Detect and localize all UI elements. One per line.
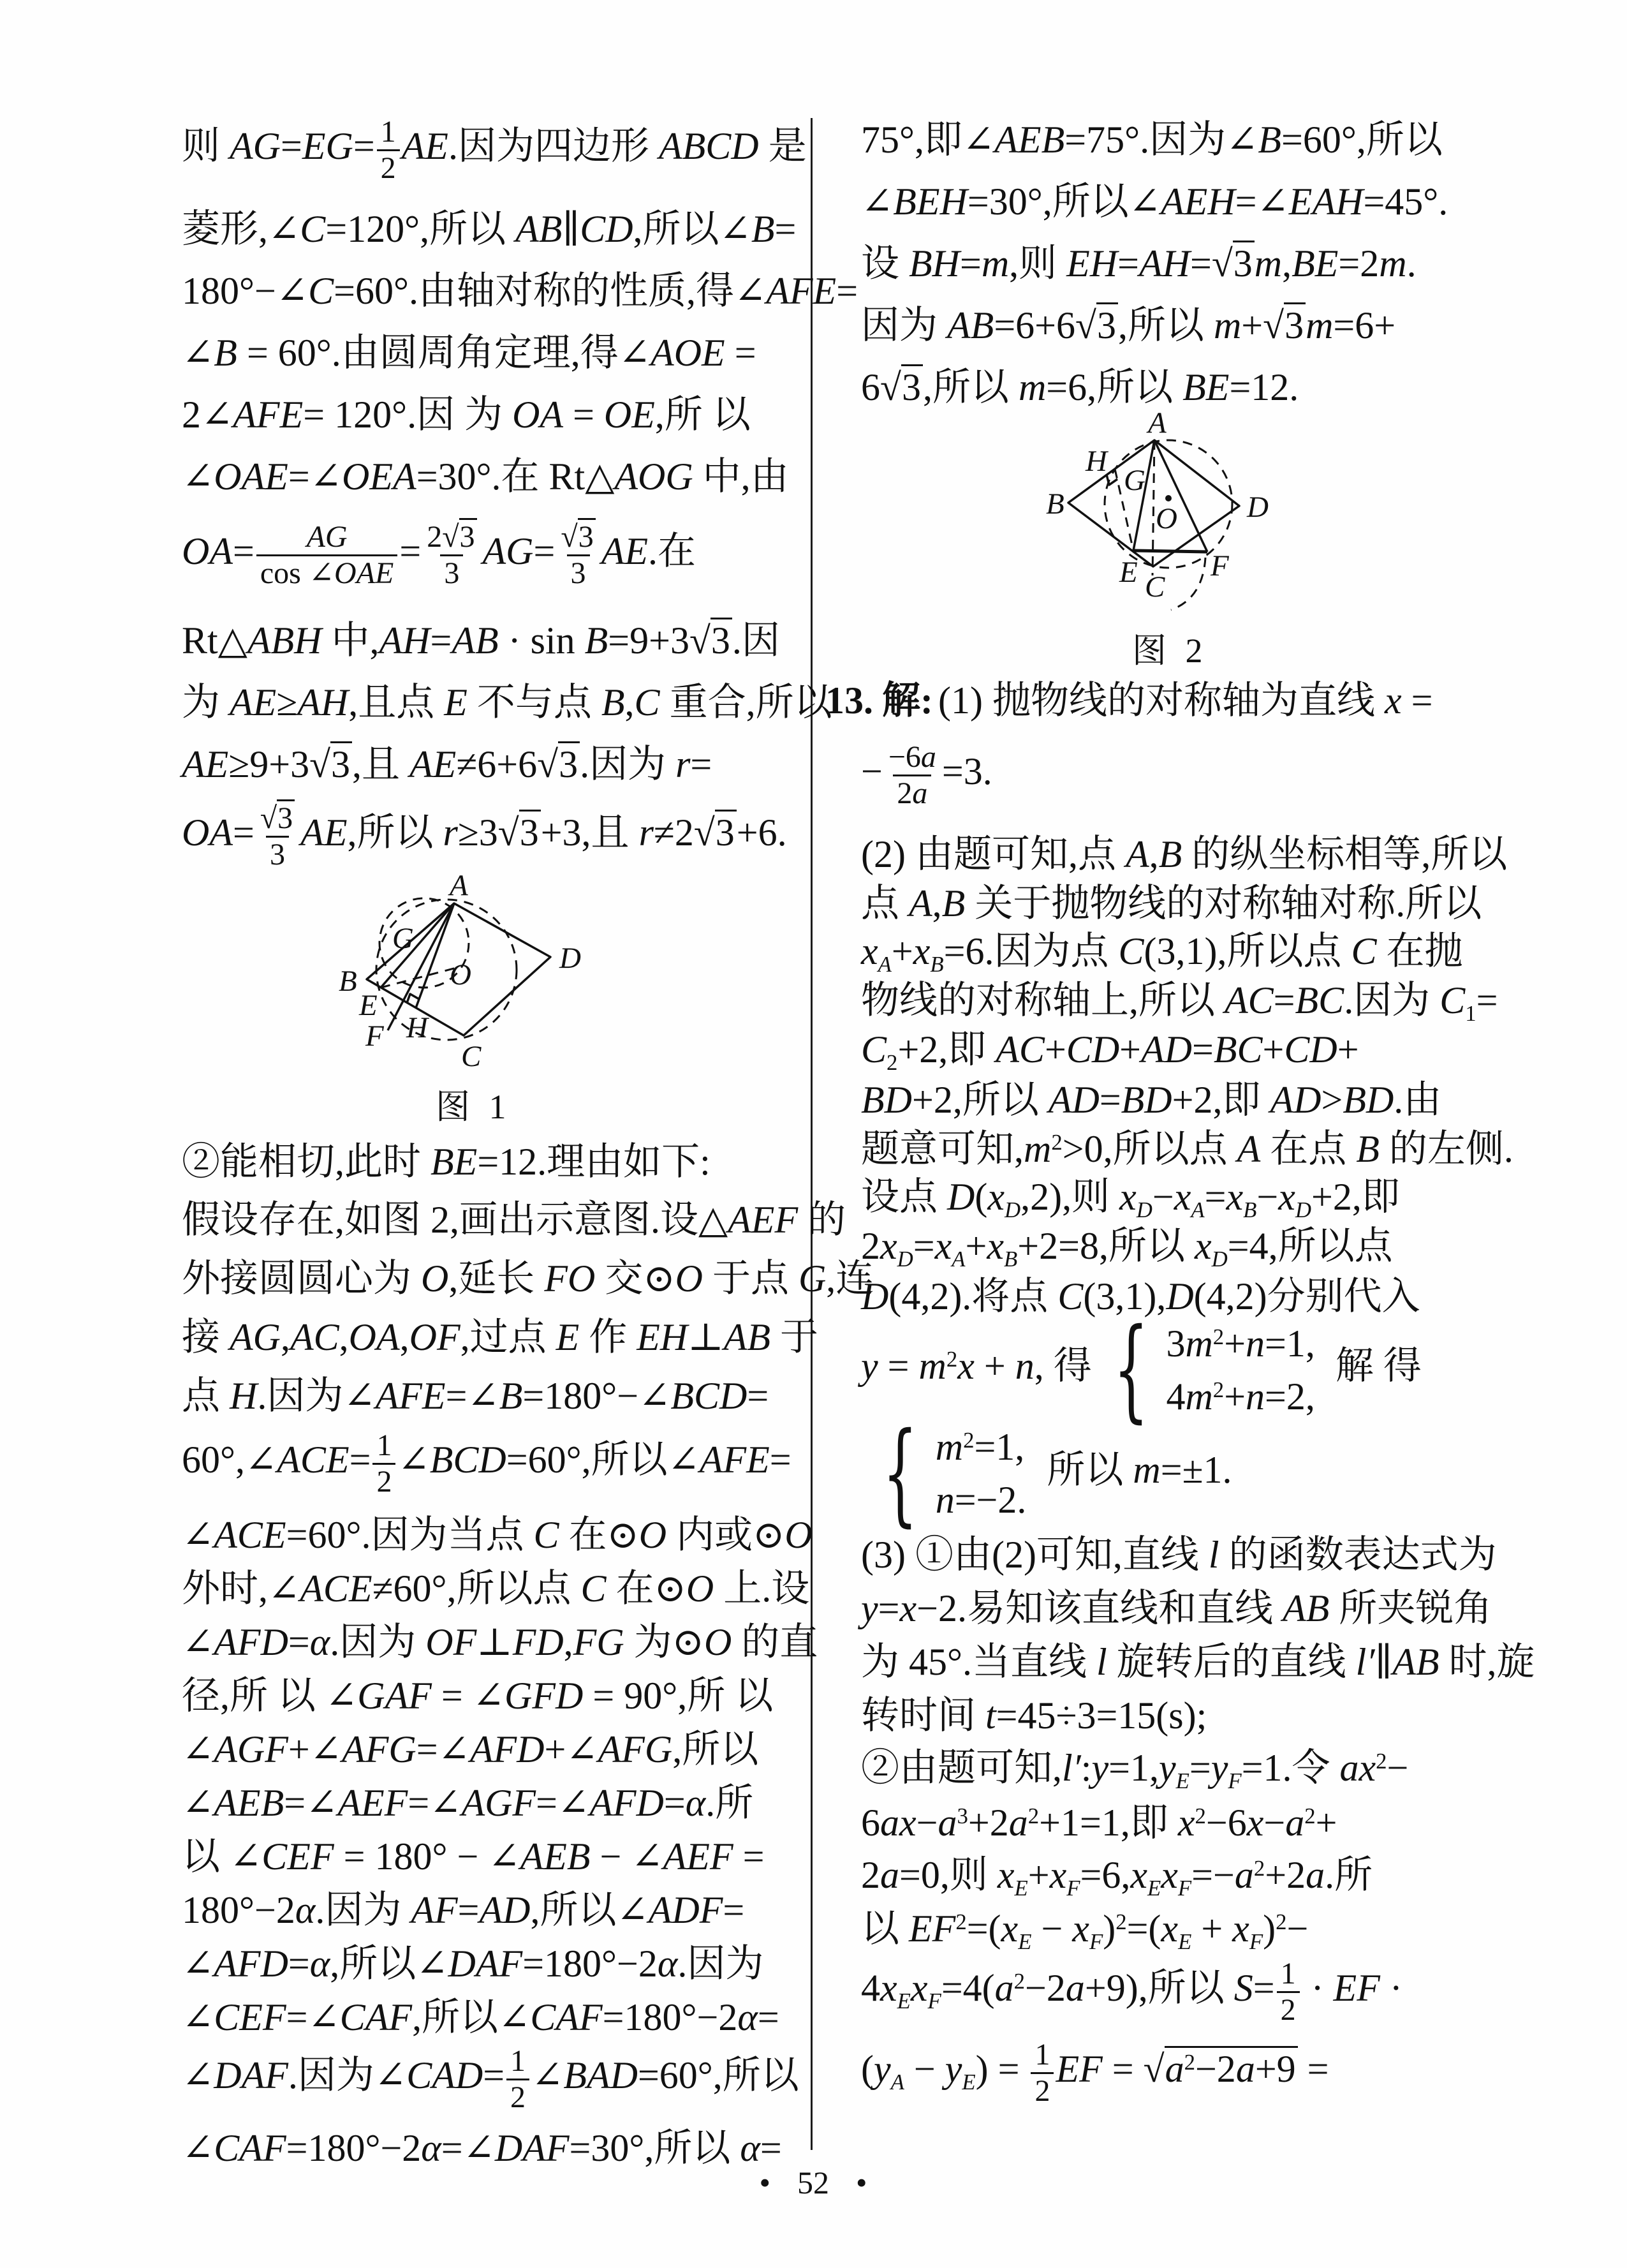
text-line: 菱形,∠C=120°,所以 AB∥CD,所以∠B= [182,207,797,250]
fig1-label-H: H [406,1011,428,1044]
text-line: 外时,∠ACE≠60°,所以点 C 在⊙O 上.设 [182,1568,810,1610]
text-line: 60°,∠ACE= $\frac{1}{2}$ ∠BCD=60°,所以∠AFE= [182,1428,791,1499]
text-line: $y = m^2x + n$, 得 { $3m^2+n=1$, $4m^2+n=2$, 解 得 [861,1305,1422,1435]
text-line: D(4,2).将点 C(3,1),D(4,2)分别代入 [861,1275,1420,1317]
fig2-axis-AC [1152,440,1154,575]
fig2-label-A: A [1148,406,1167,440]
fig2-label-B: B [1046,487,1064,521]
fig2-line-EF [1133,551,1207,552]
page-number-footer [714,2164,912,2201]
text-line: $(y_A - y_E)$ = $\frac{1}{2}$ EF = $√a^2-2a+9$ = [861,2038,1329,2108]
text-line: 2∠AFE= 120°.因 为 OA = OE,所 以 [182,393,751,436]
fig2-label-D: D [1247,491,1269,524]
text-line: − $\frac{-6a}{2a}$ =3. [861,739,992,810]
text-line: 点 A,B 关于抛物线的对称轴对称.所以 [861,882,1482,924]
text-line: ∠AFD=α.因为 OF⊥FD,FG 为⊙O 的直 [182,1621,818,1663]
left-column [182,105,874,2172]
fig2-caption: 图 2 [1132,632,1208,670]
fig1-label-G: G [392,922,414,955]
fig1-label-C: C [461,1040,482,1073]
fig1-label-O: O [450,958,471,991]
text-line: $6ax-a^3+2a^2+1=1$,即 $x^2-6x-a^2+$ [861,1802,1337,1844]
text-line: 设 BH=m,则 EH=AH=√3m,BE=2m. [861,229,1476,291]
text-line: ∠ACE=60°.因为当点 C 在⊙O 内或⊙O [182,1514,813,1556]
fig2-center-dot [1165,495,1172,501]
text-line: 点 H.因为∠AFE=∠B=180°−∠BCD= [182,1375,769,1417]
footer-page-number: 52 [797,2165,829,2200]
text-line: ∠AEB=∠AEF=∠AGF=∠AFD=α.所 [182,1782,754,1824]
fig1-label-D: D [559,942,581,975]
text-line: ②能相切,此时 BE=12.理由如下: [182,1141,710,1183]
text-line: ∠B = 60°.由圆周角定理,得∠AOE = [182,331,756,374]
footer-right-dot: • [856,2165,867,2200]
text-line: OA= $\frac{√3}{3}$ AE,所以 r≥3√3+3,且 r≠2√3+6. [182,792,789,881]
text-line: ∠CAF=180°−2α=∠DAF=30°,所以 α= [182,2126,782,2169]
fig1-label-F: F [365,1019,384,1053]
text-line: 6√3,所以 m=6,所以 BE=12. [861,353,1476,415]
text-line: $C_2+2$,即 AC+CD+AD=BC+CD+ [861,1028,1359,1076]
text-line: 假设存在,如图 2,画出示意图.设△AEF 的 [182,1199,846,1241]
fig1-caption: 图 1 [436,1088,512,1126]
text-line: AE≥9+3√3,且 AE≠6+6√3.因为 r= [182,730,789,792]
text-line: $2x_D=x_A+x_B+2=8$,所以 $x_D=4$,所以点 [861,1224,1393,1272]
figure-2 [861,406,1476,670]
text-line: { $m^2=1$, n=−2. 所以 m=±1. [882,1408,1232,1538]
text-line: 以 ∠CEF = 180° − ∠AEB − ∠AEF = [182,1835,765,1878]
text-line: 外接圆圆心为 O,延长 FO 交⊙O 于点 G,连 [182,1257,874,1300]
text-line: 2a=0,则 $x_E+x_F=6,x_Ex_F=-a^2+2a$.所 [861,1854,1373,1901]
text-line: 设点 $D(x_D,2)$,则 $x_D-x_A=x_B-x_D+2$,即 [861,1175,1400,1223]
fig1-label-E: E [359,989,378,1022]
fig2-circle-tail [1171,558,1205,610]
text-line: 题意可知$,m^2>0$,所以点 A 在点 B 的左侧. [861,1127,1513,1170]
text-line: (3) ①由(2)可知,直线 l 的函数表达式为 [861,1534,1497,1576]
text-line: $4x_Ex_F=4(a^2-2a+9)$,所以 S= $\frac{1}{2}$ · EF · [861,1956,1402,2027]
text-line: (2) 由题可知,点 A,B 的纵坐标相等,所以 [861,833,1508,875]
column-divider [811,118,813,2150]
text-line: 接 AG,AC,OA,OF,过点 E 作 EH⊥AB 于 [182,1316,819,1358]
text-line: 则 AG=EG= $\frac{1}{2}$ AE.因为四边形 ABCD 是 [182,114,807,185]
text-line: $x_A+x_B=6$.因为点 C(3,1),所以点 C 在抛 [861,930,1463,977]
text-line: 为 AE≥AH,且点 E 不与点 B,C 重合,所以 [182,681,832,723]
text-line: OA= AG cos ∠OAE = $\frac{2√3}{3}$ AG= $\frac{√3}{3}$ AE.在 [182,504,789,606]
text-line: 物线的对称轴上,所以 AC=BC.因为 $C_1=$ [861,979,1498,1027]
fig2-label-E: E [1119,556,1138,589]
fig2-label-F: F [1211,549,1229,582]
text-line: ∠AFD=α,所以∠DAF=180°−2α.因为 [182,1943,764,1985]
right-column [825,105,1535,2116]
figure-1 [182,869,789,1130]
text-line: BD+2,所以 AD=BD+2,即 AD>BD.由 [861,1078,1442,1121]
text-line: ②由题可知$,l':y=1,y_E=y_F=1$.令 $ax^2-$ [861,1747,1409,1794]
fig2-label-H: H [1086,445,1107,478]
fig2-label-O: O [1156,502,1177,535]
text-line: 75°,即∠AEB=75°.因为∠B=60°,所以 [861,118,1443,161]
text-line: y=x−2.易知该直线和直线 AB 所夹锐角 [861,1587,1492,1629]
text-line: 180°−2α.因为 AF=AD,所以∠ADF= [182,1889,745,1931]
text-line: ∠DAF.因为∠CAD= $\frac{1}{2}$ ∠BAD=60°,所以 [182,2043,799,2114]
text-line: 因为 AB=6+6√3,所以 m+√3m=6+ [861,291,1476,353]
text-line: Rt△ABH 中,AH=AB · sin B=9+3√3.因 [182,606,789,668]
text-line: ∠AGF+∠AFG=∠AFD+∠AFG,所以 [182,1728,759,1770]
text-line: 径,所 以 ∠GAF = ∠GFD = 90°,所 以 [182,1675,774,1717]
text-line: 转时间 t=45÷3=15(s); [861,1694,1207,1737]
footer-left-dot: • [759,2165,770,2200]
text-line: 为 45°.当直线 l 旋转后的直线 l′∥AB 时,旋 [861,1641,1535,1683]
text-line: 以 $EF^2=(x_E - x_F)^2=(x_E + x_F)^2-$ [861,1908,1309,1955]
text-line: ∠OAE=∠OEA=30°.在 Rt△AOG 中,由 [182,455,789,498]
text-line: ∠CEF=∠CAF,所以∠CAF=180°−2α= [182,1996,779,2038]
fig2-label-G: G [1124,464,1145,497]
text-line: 13. 解: (1) 抛物线的对称轴为直线 x = [825,679,1433,722]
text-line: 180°−∠C=60°.由轴对称的性质,得∠AFE= [182,269,858,312]
fig1-label-B: B [339,965,357,998]
fig1-label-A: A [450,869,468,902]
fig2-label-C: C [1145,570,1165,604]
text-line: ∠BEH=30°,所以∠AEH=∠EAH=45°. [861,180,1448,223]
